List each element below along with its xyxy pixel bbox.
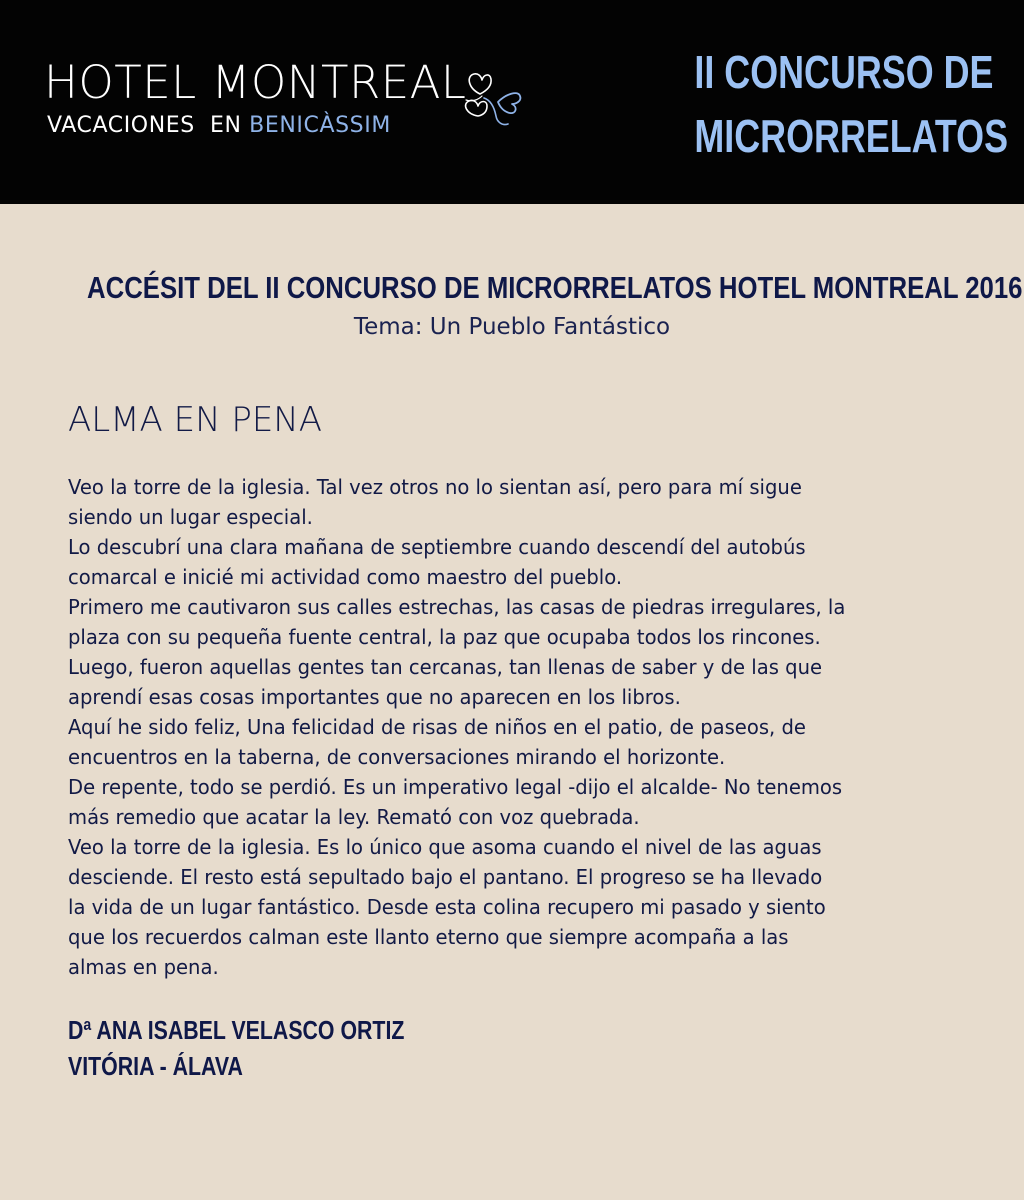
story-line: plaza con su pequeña fuente central, la paz que ocupaba todos los rincones. (68, 625, 821, 649)
story-line: encuentros en la taberna, de conversaciones mirando el horizonte. (68, 745, 726, 769)
tagline-accent: BENICÀSSIM (249, 113, 391, 138)
contest-title (694, 40, 1009, 168)
author-name: Dª ANA ISABEL VELASCO ORTIZ (68, 1015, 405, 1045)
story-line: De repente, todo se perdió. Es un imperativo legal -dijo el alcalde- No tenemos (68, 775, 843, 799)
tagline-main: VACACIONES EN (47, 113, 250, 138)
theme-subtitle: Tema: Un Pueblo Fantástico (353, 314, 671, 340)
story-line: comarcal e inicié mi actividad como maestro del pueblo. (68, 565, 623, 589)
story-line: la vida de un lugar fantástico. Desde esta colina recupero mi pasado y siento (68, 895, 826, 919)
story-line: Lo descubrí una clara mañana de septiembre cuando descendí del autobús (68, 535, 806, 559)
story-line: Aquí he sido feliz, Una felicidad de risas de niños en el patio, de paseos, de (68, 715, 806, 739)
contest-title-line-1: II CONCURSO DE (694, 46, 994, 98)
author-location: VITÓRIA - ÁLAVA (68, 1051, 243, 1081)
story-line: Veo la torre de la iglesia. Tal vez otros no lo sientan así, pero para mí sigue (68, 475, 802, 499)
story-line: aprendí esas cosas importantes que no aparecen en los libros. (68, 685, 681, 709)
story-body (68, 472, 918, 982)
story-line: Luego, fueron aquellas gentes tan cercanas, tan llenas de saber y de las que (68, 655, 823, 679)
story-title: ALMA EN PENA (68, 400, 323, 440)
story-line: que los recuerdos calman este llanto eterno que siempre acompaña a las (68, 925, 789, 949)
story-line: Veo la torre de la iglesia. Es lo único que asoma cuando el nivel de las aguas (68, 835, 822, 859)
author-credit (68, 1012, 404, 1084)
contest-title-line-2: MICRORRELATOS (694, 110, 1009, 162)
butterfly-hearts-icon (458, 64, 524, 128)
story-line: Primero me cautivaron sus calles estrechas, las casas de piedras irregulares, la (68, 595, 846, 619)
story-line: más remedio que acatar la ley. Remató con voz quebrada. (68, 805, 640, 829)
story-line: desciende. El resto está sepultado bajo el pantano. El progreso se ha llevado (68, 865, 823, 889)
brand-tagline (47, 113, 391, 139)
header-banner (0, 0, 1024, 204)
brand-name: HOTEL MONTREAL (44, 56, 467, 109)
story-line: siendo un lugar especial. (68, 505, 313, 529)
story-line: almas en pena. (68, 955, 219, 979)
award-heading: ACCÉSIT DEL II CONCURSO DE MICRORRELATOS HOTEL MONTREAL 2016 (87, 270, 1023, 305)
